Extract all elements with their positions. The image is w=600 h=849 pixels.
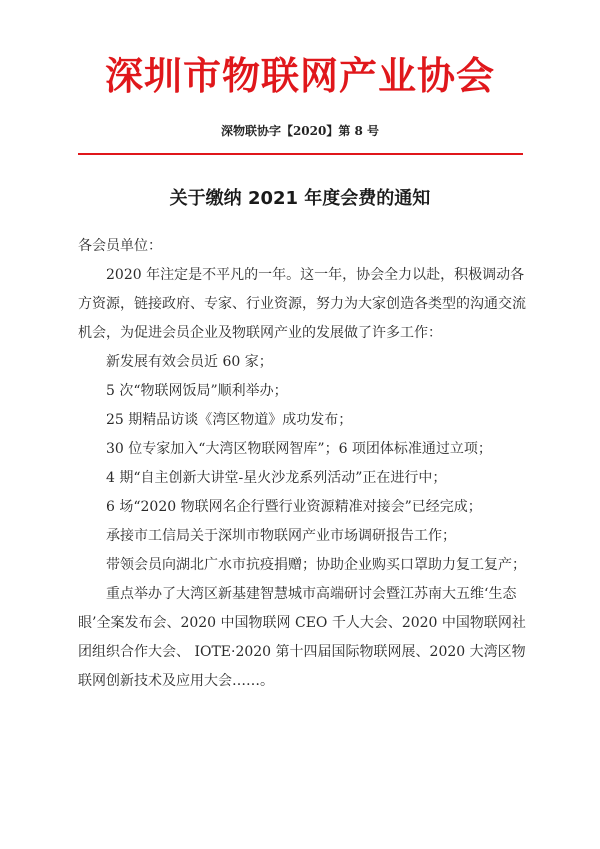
list-item: 25 期精品访谈《湾区物道》成功发布； (106, 412, 353, 428)
closing-paragraph: 重点举办了大湾区新基建智慧城市高端研讨会暨江苏南大五维‘生态眼’全案发布会、2020 中国物联网 CEO 千人大会、2020 中国物联网社团组织合作大会、 IOTE·2020 第十四届国际物联网展、2020 大湾区物联网创新技术及应用大会……。 (78, 586, 526, 689)
notice-body (78, 232, 530, 696)
list-item: 6 场“2020 物联网名企行暨行业资源精准对接会”已经完成； (106, 499, 482, 515)
achievement-list (78, 348, 530, 580)
list-item: 30 位专家加入“大湾区物联网智库”；6 项团体标准通过立项； (106, 441, 492, 457)
header-divider (78, 153, 523, 155)
intro-paragraph: 2020 年注定是不平凡的一年。这一年，协会全力以赴，积极调动各方资源，链接政府、专家、行业资源，努力为大家创造各类型的沟通交流机会，为促进会员企业及物联网产业的发展做了许多工作： (78, 267, 526, 341)
document-number: 深物联协字【2020】第 8 号 (220, 124, 380, 138)
notice-title: 关于缴纳 2021 年度会费的通知 (169, 188, 431, 209)
list-item: 4 期“自主创新大讲堂-星火沙龙系列活动”正在进行中； (106, 470, 447, 486)
salutation: 各会员单位： (78, 238, 162, 254)
list-item: 新发展有效会员近 60 家； (106, 354, 273, 370)
list-item: 5 次“物联网饭局”顺利举办； (106, 383, 288, 399)
list-item: 带领会员向湖北广水市抗疫捐赠；协助企业购买口罩助力复工复产； (106, 557, 526, 573)
list-item: 承接市工信局关于深圳市物联网产业市场调研报告工作； (106, 528, 456, 544)
organization-name: 深圳市物联网产业协会 (104, 53, 495, 98)
